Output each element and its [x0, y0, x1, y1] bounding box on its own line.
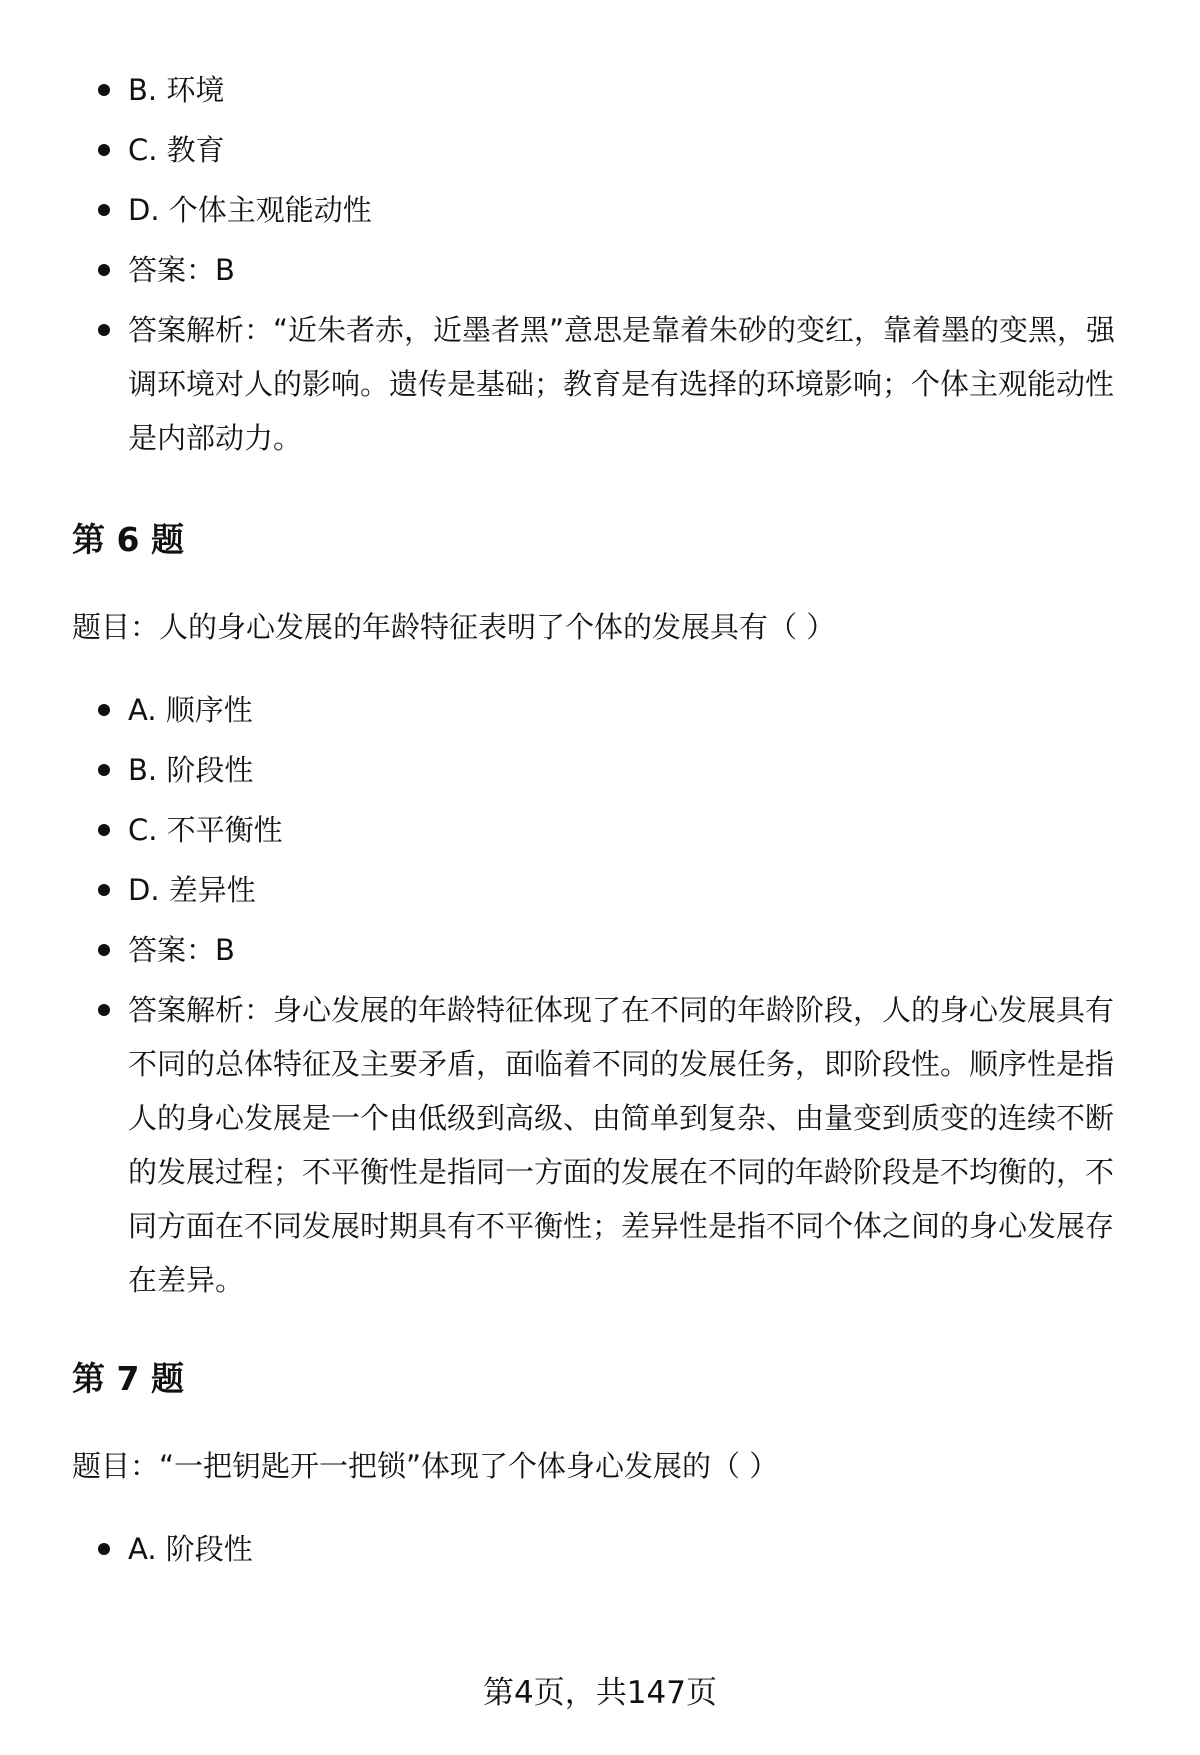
q6-answer: 答案：B	[72, 920, 1142, 980]
q6-heading: 第 6 题	[72, 520, 184, 559]
q7-stem: 题目：“一把钥匙开一把锁”体现了个体身心发展的（ ）	[72, 1449, 779, 1483]
q5-answer: 答案：B	[72, 240, 1142, 300]
q7-option-a: A. 阶段性	[72, 1519, 1142, 1579]
q6-option-list	[72, 680, 1142, 1307]
q7-option-list	[72, 1519, 1142, 1579]
q5-option-list	[72, 60, 1142, 468]
document-page	[72, 60, 1142, 1579]
q6-option-c: C. 不平衡性	[72, 800, 1142, 860]
q6-option-d: D. 差异性	[72, 860, 1142, 920]
q6-stem: 题目：人的身心发展的年龄特征表明了个体的发展具有（ ）	[72, 610, 836, 644]
page-number-footer: 第4页，共147页	[483, 1675, 717, 1711]
q7-heading: 第 7 题	[72, 1359, 184, 1398]
q5-option-b: B. 环境	[72, 60, 1142, 120]
q5-analysis: 答案解析：“近朱者赤，近墨者黑”意思是靠着朱砂的变红，靠着墨的变黑，强调环境对人的影响。遗传是基础；教育是有选择的环境影响；个体主观能动性是内部动力。	[72, 300, 1142, 468]
q5-option-d: D. 个体主观能动性	[72, 180, 1142, 240]
q5-option-c: C. 教育	[72, 120, 1142, 180]
q6-option-a: A. 顺序性	[72, 680, 1142, 740]
q6-option-b: B. 阶段性	[72, 740, 1142, 800]
q6-analysis: 答案解析：身心发展的年龄特征体现了在不同的年龄阶段，人的身心发展具有不同的总体特征及主要矛盾，面临着不同的发展任务，即阶段性。顺序性是指人的身心发展是一个由低级到高级、由简单到复杂、由量变到质变的连续不断的发展过程；不平衡性是指同一方面的发展在不同的年龄阶段是不均衡的，不同方面在不同发展时期具有不平衡性；差异性是指不同个体之间的身心发展存在差异。	[72, 980, 1142, 1307]
